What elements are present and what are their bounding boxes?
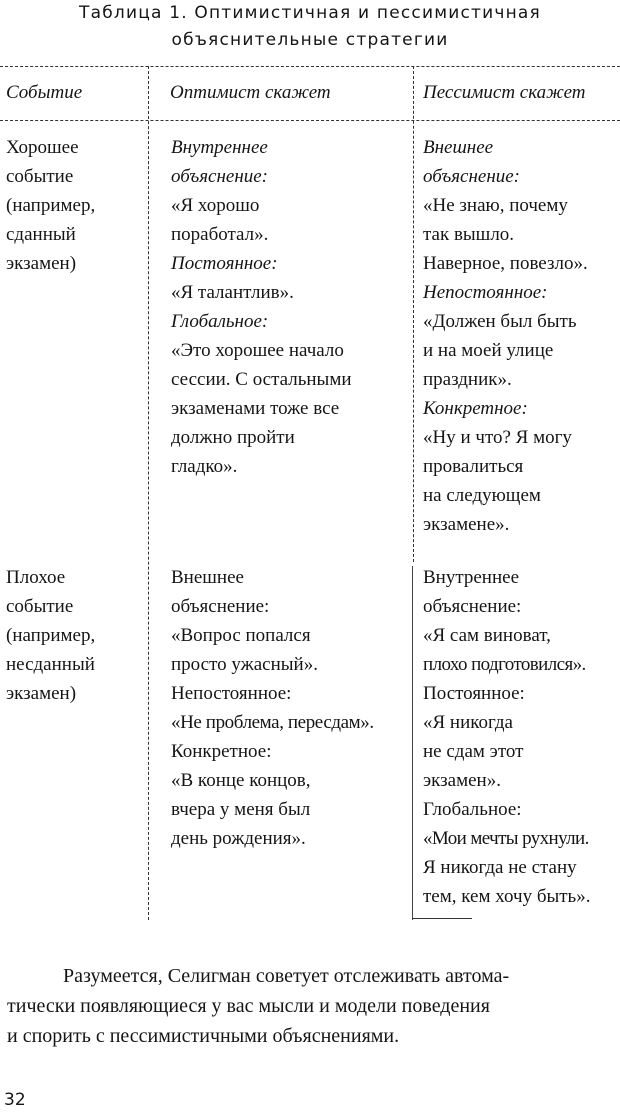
header-pessimist: Пессимист скажет [423,82,586,103]
pessimist-line: Внешнее [423,137,494,158]
pessimist-line: «Ну и что? Я могу [423,427,572,448]
event-line: сданный [6,224,76,245]
optimist-line: Постоянное: [171,253,278,274]
pessimist-line: и на моей улице [423,340,554,361]
optimist-line: Глобальное: [171,311,269,332]
row-good-pessimist-cell [423,133,588,539]
optimist-line: Непостоянное: [171,683,292,704]
event-line: событие [6,166,74,187]
event-line: Хорошее [6,137,79,158]
event-line: Плохое [6,567,66,588]
paragraph-line: и спорить с пессимистичными объяснениями. [7,1025,400,1047]
pessimist-line: экзамене». [423,514,510,535]
pessimist-line: плохо подготовился». [423,654,586,675]
pessimist-line: Конкретное: [423,398,528,419]
paragraph-line: тически появляющиеся у вас мысли и модели поведения [7,995,490,1017]
pessimist-line: «Мои мечты рухнули. [423,828,589,849]
row-good-event-label [6,133,95,278]
pessimist-line: Я никогда не стану [423,857,577,878]
optimist-line: объяснение: [171,166,269,187]
pessimist-line: праздник». [423,369,512,390]
optimist-line: экзаменами тоже все [171,398,340,419]
table-caption-line-2: объяснительные стратегии [171,30,449,50]
optimist-line: день рождения». [171,828,306,849]
pessimist-line: не сдам этот [423,741,524,762]
pessimist-line: объяснение: [423,166,521,187]
pessimist-line: объяснение: [423,596,522,617]
table-bottom-rule [412,918,472,919]
optimist-line: просто ужасный». [171,654,318,675]
optimist-line: Внутреннее [171,137,268,158]
optimist-line: «Я хорошо [171,195,260,216]
optimist-line: поработал». [171,224,269,245]
optimist-line: «В конце концов, [171,770,311,791]
optimist-line: «Не проблема, пересдам». [171,712,374,733]
event-line: экзамен) [6,683,77,704]
optimist-line: Внешнее [171,567,244,588]
event-line: (например, [6,625,96,646]
header-bottom-rule [0,120,620,121]
column-separator-2 [413,66,414,562]
page-number: 32 [4,1090,26,1110]
row-bad-pessimist-cell [423,563,590,911]
row-good-optimist-cell [171,133,352,481]
paragraph-line: Разумеется, Селигман советует отслеживать автома- [63,965,510,987]
optimist-line: «Это хорошее начало [171,340,344,361]
event-line: (например, [6,195,96,216]
pessimist-line: Постоянное: [423,683,525,704]
pessimist-line: тем, кем хочу быть». [423,886,591,907]
event-line: экзамен) [6,253,77,274]
row-bad-optimist-cell [171,563,374,853]
pessimist-line: на следующем [423,485,541,506]
table-caption-line-1: Таблица 1. Оптимистичная и пессимистичная [79,3,541,23]
body-paragraph [7,961,614,1051]
pessimist-line: Наверное, повезло». [423,253,588,274]
pessimist-line: экзамен». [423,770,501,791]
optimist-line: Конкретное: [171,741,272,762]
optimist-line: «Я талантлив». [171,282,294,303]
pessimist-line: «Не знаю, почему [423,195,568,216]
optimist-line: «Вопрос попался [171,625,311,646]
header-optimist: Оптимист скажет [170,82,331,103]
pessimist-line: провалиться [423,456,524,477]
pessimist-line: «Я сам виноват, [423,625,551,646]
pessimist-line: Внутреннее [423,567,520,588]
event-line: несданный [6,654,95,675]
column-separator-1 [148,66,149,920]
optimist-line: сессии. С остальными [171,369,352,390]
optimist-line: вчера у меня был [171,799,311,820]
optimist-line: объяснение: [171,596,270,617]
pessimist-line: Непостоянное: [423,282,548,303]
header-event: Событие [6,82,83,103]
column-separator-2-lower [412,566,413,920]
row-bad-event-label [6,563,95,708]
pessimist-line: Глобальное: [423,799,522,820]
event-line: событие [6,596,74,617]
optimist-line: должно пройти [171,427,295,448]
pessimist-line: «Должен был быть [423,311,577,332]
table-top-rule [0,66,620,67]
pessimist-line: так вышло. [423,224,515,245]
optimist-line: гладко». [171,456,238,477]
pessimist-line: «Я никогда [423,712,513,733]
